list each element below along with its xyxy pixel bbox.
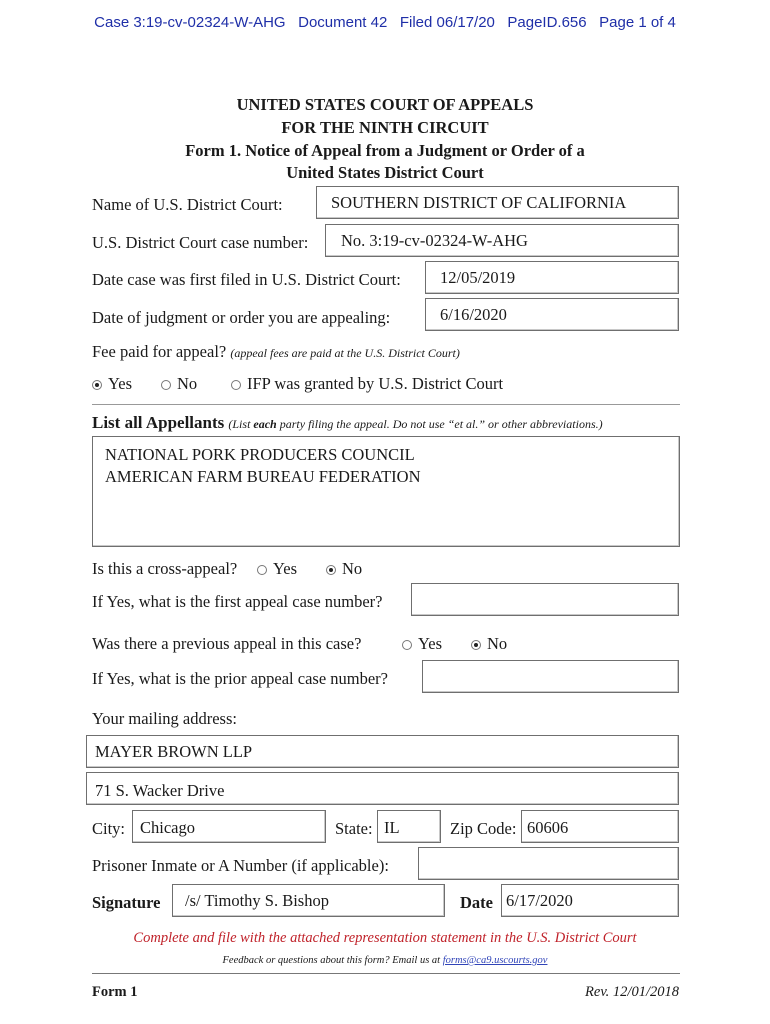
radio-selected-icon[interactable]: [471, 640, 481, 650]
city-field[interactable]: Chicago: [132, 810, 326, 843]
date-label: Date: [460, 893, 493, 912]
filing-instruction: Complete and file with the attached representation statement in the U.S. District Court: [133, 930, 637, 946]
feedback-note: Feedback or questions about this form? Email us at forms@ca9.uscourts.gov: [222, 955, 548, 966]
case-number-label: U.S. District Court case number:: [92, 233, 309, 252]
appellant-line: AMERICAN FARM BUREAU FEDERATION: [105, 467, 421, 486]
signature-label: Signature: [92, 893, 161, 912]
zip-label: Zip Code:: [450, 819, 517, 838]
fee-option-no[interactable]: No: [161, 374, 197, 394]
radio-selected-icon[interactable]: [326, 565, 336, 575]
previous-appeal-no[interactable]: No: [471, 634, 507, 654]
signature-date-field[interactable]: 6/17/2020: [501, 884, 679, 917]
zip-field[interactable]: 60606: [521, 810, 679, 843]
city-label: City:: [92, 819, 126, 838]
first-appeal-label: If Yes, what is the first appeal case number?: [92, 592, 383, 611]
fee-option-ifp[interactable]: IFP was granted by U.S. District Court: [231, 374, 503, 394]
prisoner-field[interactable]: [418, 847, 679, 880]
radio-icon[interactable]: [402, 640, 412, 650]
previous-appeal-yes[interactable]: Yes: [402, 634, 442, 654]
mailing-address-label: Your mailing address:: [92, 709, 237, 728]
cross-appeal-no[interactable]: No: [326, 559, 362, 579]
prior-appeal-label: If Yes, what is the prior appeal case number?: [92, 669, 388, 688]
radio-selected-icon[interactable]: [92, 380, 102, 390]
district-court-label: Name of U.S. District Court:: [92, 195, 283, 214]
prior-appeal-field[interactable]: [422, 660, 679, 693]
form-title: Form 1. Notice of Appeal from a Judgment or Order of a: [185, 141, 585, 160]
ecf-header: Case 3:19-cv-02324-W-AHG Document 42 Filed 06/17/20 PageID.656 Page 1 of 4: [94, 14, 676, 31]
date-judgment-label: Date of judgment or order you are appealing:: [92, 308, 391, 327]
radio-icon[interactable]: [161, 380, 171, 390]
address-line1-field[interactable]: MAYER BROWN LLP: [86, 735, 679, 768]
section-divider: [92, 404, 680, 405]
appellants-field[interactable]: [92, 436, 680, 547]
date-filed-field[interactable]: 12/05/2019: [425, 261, 679, 294]
footer-divider: [92, 973, 680, 974]
case-number-field[interactable]: No. 3:19-cv-02324-W-AHG: [325, 224, 679, 257]
signature-field[interactable]: /s/ Timothy S. Bishop: [172, 884, 445, 917]
date-judgment-field[interactable]: 6/16/2020: [425, 298, 679, 331]
appellants-label: List all Appellants: [92, 413, 225, 432]
fee-label: Fee paid for appeal?: [92, 342, 227, 361]
state-field[interactable]: IL: [377, 810, 441, 843]
date-filed-label: Date case was first filed in U.S. District Court:: [92, 270, 401, 289]
first-appeal-field[interactable]: [411, 583, 679, 616]
radio-icon[interactable]: [231, 380, 241, 390]
circuit-title: FOR THE NINTH CIRCUIT: [281, 118, 489, 137]
feedback-email-link[interactable]: forms@ca9.uscourts.gov: [442, 955, 548, 966]
address-line2-field[interactable]: 71 S. Wacker Drive: [86, 772, 679, 805]
footer-revision: Rev. 12/01/2018: [585, 984, 679, 1000]
fee-note: (appeal fees are paid at the U.S. District Court): [230, 346, 460, 360]
footer-form-name: Form 1: [92, 984, 138, 1000]
district-court-field[interactable]: SOUTHERN DISTRICT OF CALIFORNIA: [316, 186, 679, 219]
appellant-line: NATIONAL PORK PRODUCERS COUNCIL: [105, 445, 415, 464]
fee-question: [92, 342, 460, 362]
court-title: UNITED STATES COURT OF APPEALS: [236, 95, 534, 114]
appellants-heading: [92, 413, 603, 433]
form-subtitle: United States District Court: [286, 163, 484, 182]
previous-appeal-label: Was there a previous appeal in this case?: [92, 634, 362, 653]
state-label: State:: [335, 819, 373, 838]
radio-icon[interactable]: [257, 565, 267, 575]
prisoner-label: Prisoner Inmate or A Number (if applicable):: [92, 856, 389, 875]
cross-appeal-label: Is this a cross-appeal?: [92, 559, 238, 578]
fee-option-yes[interactable]: Yes: [92, 374, 132, 394]
appellants-note: (List each party filing the appeal. Do not use “et al.” or other abbreviations.): [228, 417, 603, 431]
cross-appeal-yes[interactable]: Yes: [257, 559, 297, 579]
